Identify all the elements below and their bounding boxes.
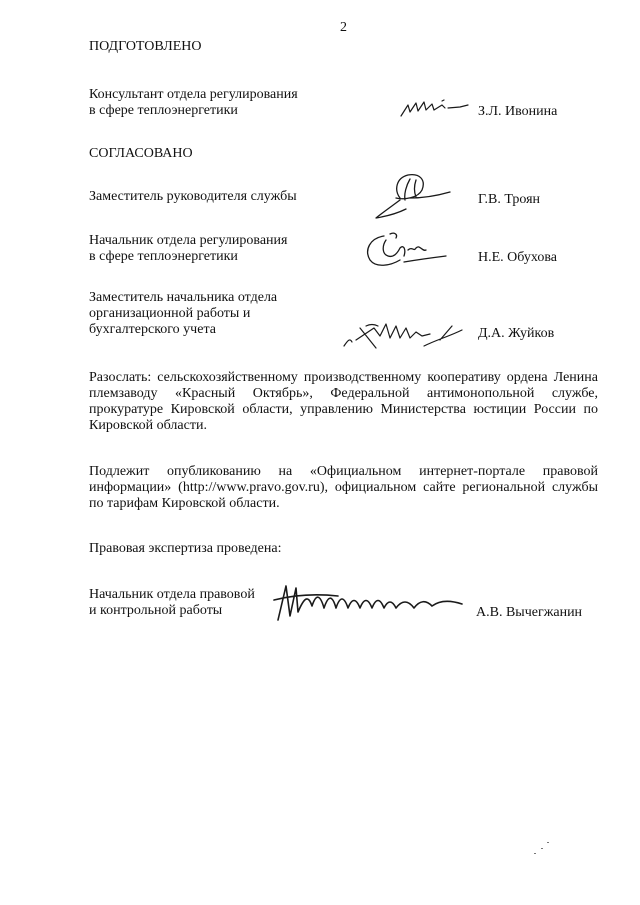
position-line: в сфере теплоэнергетики bbox=[89, 249, 238, 264]
signature-vychegzhanin bbox=[268, 580, 468, 626]
position-line: Консультант отдела регулирования bbox=[89, 87, 298, 102]
legal-review-heading: Правовая экспертиза проведена: bbox=[89, 541, 282, 556]
signature-zhuikov bbox=[340, 316, 468, 356]
page-number: 2 bbox=[340, 20, 347, 35]
prepared-position bbox=[89, 87, 298, 119]
publication-paragraph: Подлежит опубликованию на «Официальном интернет-портале правовой информации» (http://www.pravo.gov.ru), официальном сайте региональной службы по тарифам Кировской области. bbox=[89, 464, 598, 511]
signer-position bbox=[89, 290, 277, 338]
scan-speck bbox=[541, 848, 543, 849]
signature-ivonina bbox=[398, 96, 472, 120]
signer-name: Д.А. Жуйков bbox=[478, 326, 555, 341]
signature-troyan bbox=[370, 168, 454, 224]
scan-speck bbox=[547, 842, 549, 843]
signer-name: Н.Е. Обухова bbox=[478, 250, 557, 265]
position-line: Начальник отдела регулирования bbox=[89, 233, 288, 248]
position-line: Начальник отдела правовой bbox=[89, 587, 255, 602]
scan-speck bbox=[534, 853, 536, 854]
prepared-name: З.Л. Ивонина bbox=[478, 104, 558, 119]
signature-obukhova bbox=[360, 226, 450, 274]
position-line: в сфере теплоэнергетики bbox=[89, 103, 238, 118]
prepared-heading: ПОДГОТОВЛЕНО bbox=[89, 39, 202, 54]
legal-review-name: А.В. Вычегжанин bbox=[476, 605, 583, 620]
position-line: организационной работы и bbox=[89, 306, 251, 321]
position-line: Заместитель начальника отдела bbox=[89, 290, 278, 305]
signer-position bbox=[89, 189, 297, 205]
position-line: Заместитель руководителя службы bbox=[89, 189, 297, 204]
position-line: бухгалтерского учета bbox=[89, 322, 216, 337]
agreed-heading: СОГЛАСОВАНО bbox=[89, 146, 193, 161]
signer-name: Г.В. Троян bbox=[478, 192, 541, 207]
position-line: и контрольной работы bbox=[89, 603, 223, 618]
distribution-paragraph: Разослать: сельскохозяйственному производственному кооперативу ордена Ленина племзаводу «Красный Октябрь», Федеральной антимонопольной службе, прокуратуре Кировской области, управлению Министерства юстиции России по Кировской области. bbox=[89, 370, 598, 433]
signer-position bbox=[89, 233, 287, 265]
legal-review-position bbox=[89, 587, 255, 619]
